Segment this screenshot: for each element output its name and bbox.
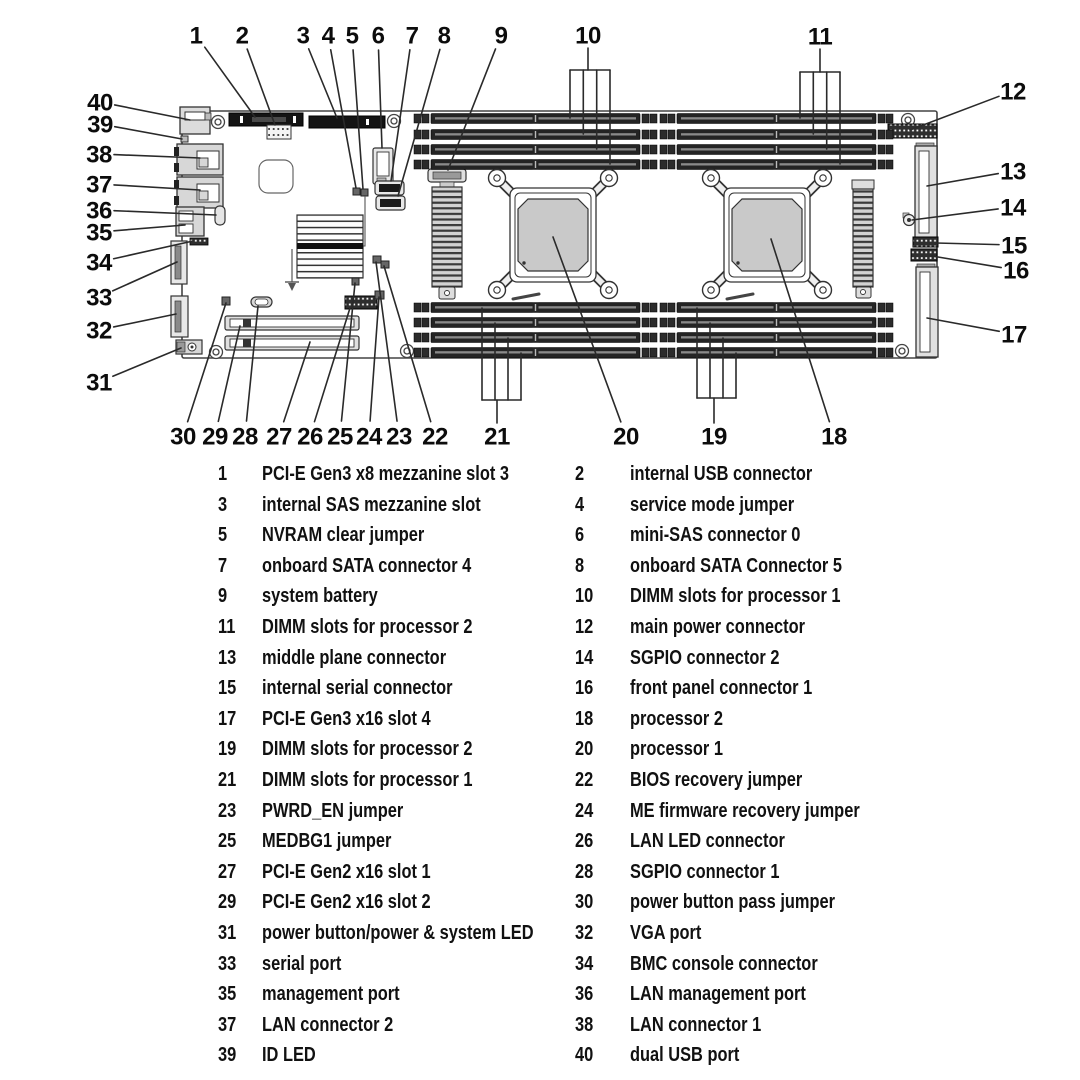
callout-number: 5 (345, 22, 359, 50)
legend-label (262, 555, 517, 577)
legend-number-text: 39 (218, 1044, 237, 1067)
callout-number: 16 (1003, 257, 1029, 285)
legend-label-text: dual USB port (630, 1044, 740, 1067)
legend-number-text: 36 (575, 983, 594, 1006)
legend-label-text: main power connector (630, 616, 805, 638)
legend-number-text: 21 (218, 769, 237, 791)
legend-label-text: DIMM slots for processor 1 (630, 585, 841, 608)
legend-label (262, 494, 529, 516)
legend-label (262, 830, 420, 852)
legend-label (630, 891, 880, 913)
legend-label (262, 647, 486, 669)
legend-number-text: 6 (575, 524, 585, 547)
legend-number (575, 800, 597, 822)
legend-number-text: 14 (575, 646, 594, 669)
legend-label (630, 463, 852, 485)
legend-label (262, 922, 593, 944)
legend-label (262, 861, 468, 883)
legend-number (218, 738, 240, 760)
callout-number: 4 (321, 22, 335, 50)
callout-number: 21 (484, 423, 510, 451)
legend-number (575, 769, 597, 791)
legend-number-text: 3 (218, 493, 228, 516)
legend-number-text: 25 (218, 830, 237, 853)
legend-number (575, 1014, 597, 1036)
legend-number (218, 830, 240, 852)
legend-label-text: management port (262, 983, 400, 1006)
legend-number-text: 11 (218, 616, 236, 638)
callout-number: 28 (232, 423, 258, 451)
legend-number (218, 494, 229, 516)
legend-number-text: 12 (575, 616, 594, 638)
legend-number (575, 677, 597, 699)
legend-label-text: BIOS recovery jumper (630, 769, 803, 791)
legend-number (218, 922, 240, 944)
legend-label-text: NVRAM clear jumper (262, 524, 425, 547)
callout-number: 31 (86, 369, 112, 397)
callout-number: 13 (1000, 158, 1026, 186)
legend-label (262, 677, 494, 699)
legend-number-text: 20 (575, 738, 594, 761)
legend-label-text: PCI-E Gen3 x16 slot 4 (262, 707, 431, 730)
callout-number: 10 (575, 22, 601, 50)
callout-number: 14 (1000, 194, 1026, 222)
callout-number: 15 (1001, 232, 1027, 260)
legend-number-text: 27 (218, 860, 237, 883)
legend-label (262, 1044, 328, 1066)
callout-number: 20 (613, 423, 639, 451)
callout-number: 24 (356, 423, 382, 451)
callout-number: 33 (86, 284, 112, 312)
legend-number (575, 953, 597, 975)
legend-number (218, 800, 240, 822)
legend-number (218, 983, 240, 1005)
legend-number (218, 953, 240, 975)
legend-label (262, 616, 519, 638)
callout-number: 25 (327, 423, 353, 451)
legend-label (630, 800, 910, 822)
legend-number-text: 15 (218, 677, 237, 700)
callout-number: 7 (405, 22, 419, 50)
legend-label (262, 1014, 422, 1036)
legend-number (575, 494, 586, 516)
legend-label-text: SGPIO connector 2 (630, 646, 780, 669)
legend-number (218, 1014, 240, 1036)
legend-label-text: processor 2 (630, 707, 723, 730)
legend-number (575, 830, 597, 852)
legend-number-text: 19 (218, 738, 237, 761)
legend-number (575, 1044, 597, 1066)
legend-label (630, 983, 844, 1005)
legend-number (575, 616, 597, 638)
callout-number: 29 (202, 423, 228, 451)
legend-label-text: internal SAS mezzanine slot (262, 493, 481, 516)
legend-label-text: SGPIO connector 1 (630, 860, 780, 883)
callout-number: 3 (296, 22, 310, 50)
legend-number-text: 18 (575, 707, 594, 730)
legend-label-text: DIMM slots for processor 2 (262, 738, 473, 761)
callout-number: 36 (86, 197, 112, 225)
legend-label (630, 830, 819, 852)
legend-label-text: LAN connector 2 (262, 1013, 394, 1036)
legend-number-text: 8 (575, 554, 585, 577)
legend-label-text: middle plane connector (262, 646, 447, 669)
legend-label-text: internal serial connector (262, 677, 453, 700)
legend-number-text: 23 (218, 799, 237, 822)
legend-number (575, 861, 597, 883)
legend-label (262, 585, 403, 607)
legend-label (630, 524, 838, 546)
callout-number: 34 (86, 249, 112, 277)
legend-label (262, 769, 519, 791)
legend-number (575, 463, 586, 485)
legend-number (575, 708, 597, 730)
legend-number (218, 616, 239, 638)
callout-number: 12 (1000, 78, 1026, 106)
legend-label-text: PCI-E Gen2 x16 slot 2 (262, 891, 431, 914)
legend-label (630, 616, 843, 638)
legend-label-text: VGA port (630, 922, 702, 944)
legend-number-text: 22 (575, 769, 594, 791)
legend-number (218, 585, 229, 607)
legend-number-text: 16 (575, 677, 594, 700)
legend-label (630, 708, 743, 730)
legend-label-text: serial port (262, 952, 342, 975)
legend-number-text: 31 (218, 922, 237, 944)
callout-number: 8 (437, 22, 451, 50)
legend-number-text: 35 (218, 983, 237, 1006)
legend-number (218, 524, 229, 546)
legend-number-text: 34 (575, 952, 594, 975)
callout-number: 39 (87, 111, 113, 139)
legend-label (262, 708, 468, 730)
legend-label-text: onboard SATA Connector 5 (630, 554, 842, 577)
legend-label (262, 891, 468, 913)
legend-label (630, 1044, 763, 1066)
legend-label (262, 800, 434, 822)
legend-label (262, 983, 430, 1005)
legend-label-text: power button pass jumper (630, 891, 836, 914)
callout-number: 27 (266, 423, 292, 451)
legend-label-text: processor 1 (630, 738, 723, 761)
legend-number-text: 29 (218, 891, 237, 914)
legend-number-text: 38 (575, 1013, 594, 1036)
legend-label (630, 922, 717, 944)
legend-label (262, 524, 460, 546)
legend-label (630, 677, 852, 699)
callout-number: 26 (297, 423, 323, 451)
legend-number (218, 1044, 240, 1066)
legend-label-text: DIMM slots for processor 1 (262, 769, 473, 791)
legend-label (630, 585, 887, 607)
legend-label-text: mini-SAS connector 0 (630, 524, 801, 547)
legend-number (575, 983, 597, 1005)
legend-number-text: 10 (575, 585, 594, 608)
callout-number: 35 (86, 219, 112, 247)
legend-number (218, 555, 229, 577)
legend-number (575, 738, 597, 760)
legend-number (575, 922, 597, 944)
legend-label (630, 769, 840, 791)
legend-number-text: 28 (575, 860, 594, 883)
legend-label (630, 953, 859, 975)
callout-number: 23 (386, 423, 412, 451)
legend-label-text: BMC console connector (630, 952, 818, 975)
legend-label-text: internal USB connector (630, 463, 813, 485)
legend-number (575, 891, 597, 913)
legend-label-text: onboard SATA connector 4 (262, 554, 472, 577)
legend-label (262, 738, 519, 760)
legend-number-text: 32 (575, 922, 594, 944)
legend-label-text: LAN management port (630, 983, 806, 1006)
legend-number-text: 1 (218, 463, 228, 485)
legend-number-text: 24 (575, 799, 594, 822)
legend-number (218, 769, 240, 791)
legend-label-text: LAN LED connector (630, 830, 785, 853)
callout-number: 17 (1001, 321, 1027, 349)
callout-number: 22 (422, 423, 448, 451)
callout-number: 6 (371, 22, 385, 50)
legend-label-text: MEDBG1 jumper (262, 830, 392, 853)
callout-number: 2 (235, 22, 249, 50)
legend-label (630, 494, 830, 516)
legend-number (218, 677, 240, 699)
callout-number: 18 (821, 423, 847, 451)
legend-label-text: PCI-E Gen2 x16 slot 1 (262, 860, 431, 883)
legend-number (218, 463, 229, 485)
legend-label-text: service mode jumper (630, 493, 795, 516)
legend-number (575, 647, 597, 669)
callout-number: 11 (807, 23, 833, 51)
legend-number-text: 5 (218, 524, 228, 547)
callout-number: 1 (189, 22, 203, 50)
legend-label-text: front panel connector 1 (630, 677, 813, 700)
legend-number-text: 7 (218, 554, 228, 577)
legend-number-text: 13 (218, 646, 237, 669)
legend-number-text: 40 (575, 1044, 594, 1067)
legend-label (630, 861, 812, 883)
legend-number-text: 9 (218, 585, 228, 608)
legend-label (630, 555, 889, 577)
legend-number-text: 2 (575, 463, 585, 485)
legend-number (218, 891, 240, 913)
callout-number: 40 (87, 89, 113, 117)
legend-number-text: 26 (575, 830, 594, 853)
callout-number: 19 (701, 423, 727, 451)
legend-label-text: ID LED (262, 1044, 316, 1067)
legend-number-text: 37 (218, 1013, 237, 1036)
legend-number (218, 647, 240, 669)
legend-number-text: 30 (575, 891, 594, 914)
legend-label (262, 463, 563, 485)
legend-label-text: PWRD_EN jumper (262, 799, 404, 822)
legend-number (218, 861, 240, 883)
legend-label (630, 1014, 790, 1036)
legend-label (630, 647, 812, 669)
callout-number: 9 (494, 22, 508, 50)
callout-number: 32 (86, 317, 112, 345)
legend-number-text: 33 (218, 952, 237, 975)
legend-number (575, 524, 586, 546)
callout-number: 37 (86, 171, 112, 199)
legend-label-text: power button/power & system LED (262, 922, 534, 944)
legend-label-text: system battery (262, 585, 378, 608)
legend-label-text: LAN connector 1 (630, 1013, 762, 1036)
legend-label-text: ME firmware recovery jumper (630, 799, 860, 822)
legend-number (218, 708, 240, 730)
legend-number (575, 555, 586, 577)
legend-label-text: PCI-E Gen3 x8 mezzanine slot 3 (262, 463, 509, 485)
legend-number (575, 585, 597, 607)
legend-number-text: 17 (218, 707, 237, 730)
callout-number: 38 (86, 141, 112, 169)
legend-label-text: DIMM slots for processor 2 (262, 616, 473, 638)
legend-number-text: 4 (575, 493, 585, 516)
legend-label (630, 738, 743, 760)
callout-number: 30 (170, 423, 196, 451)
legend-label (262, 953, 359, 975)
